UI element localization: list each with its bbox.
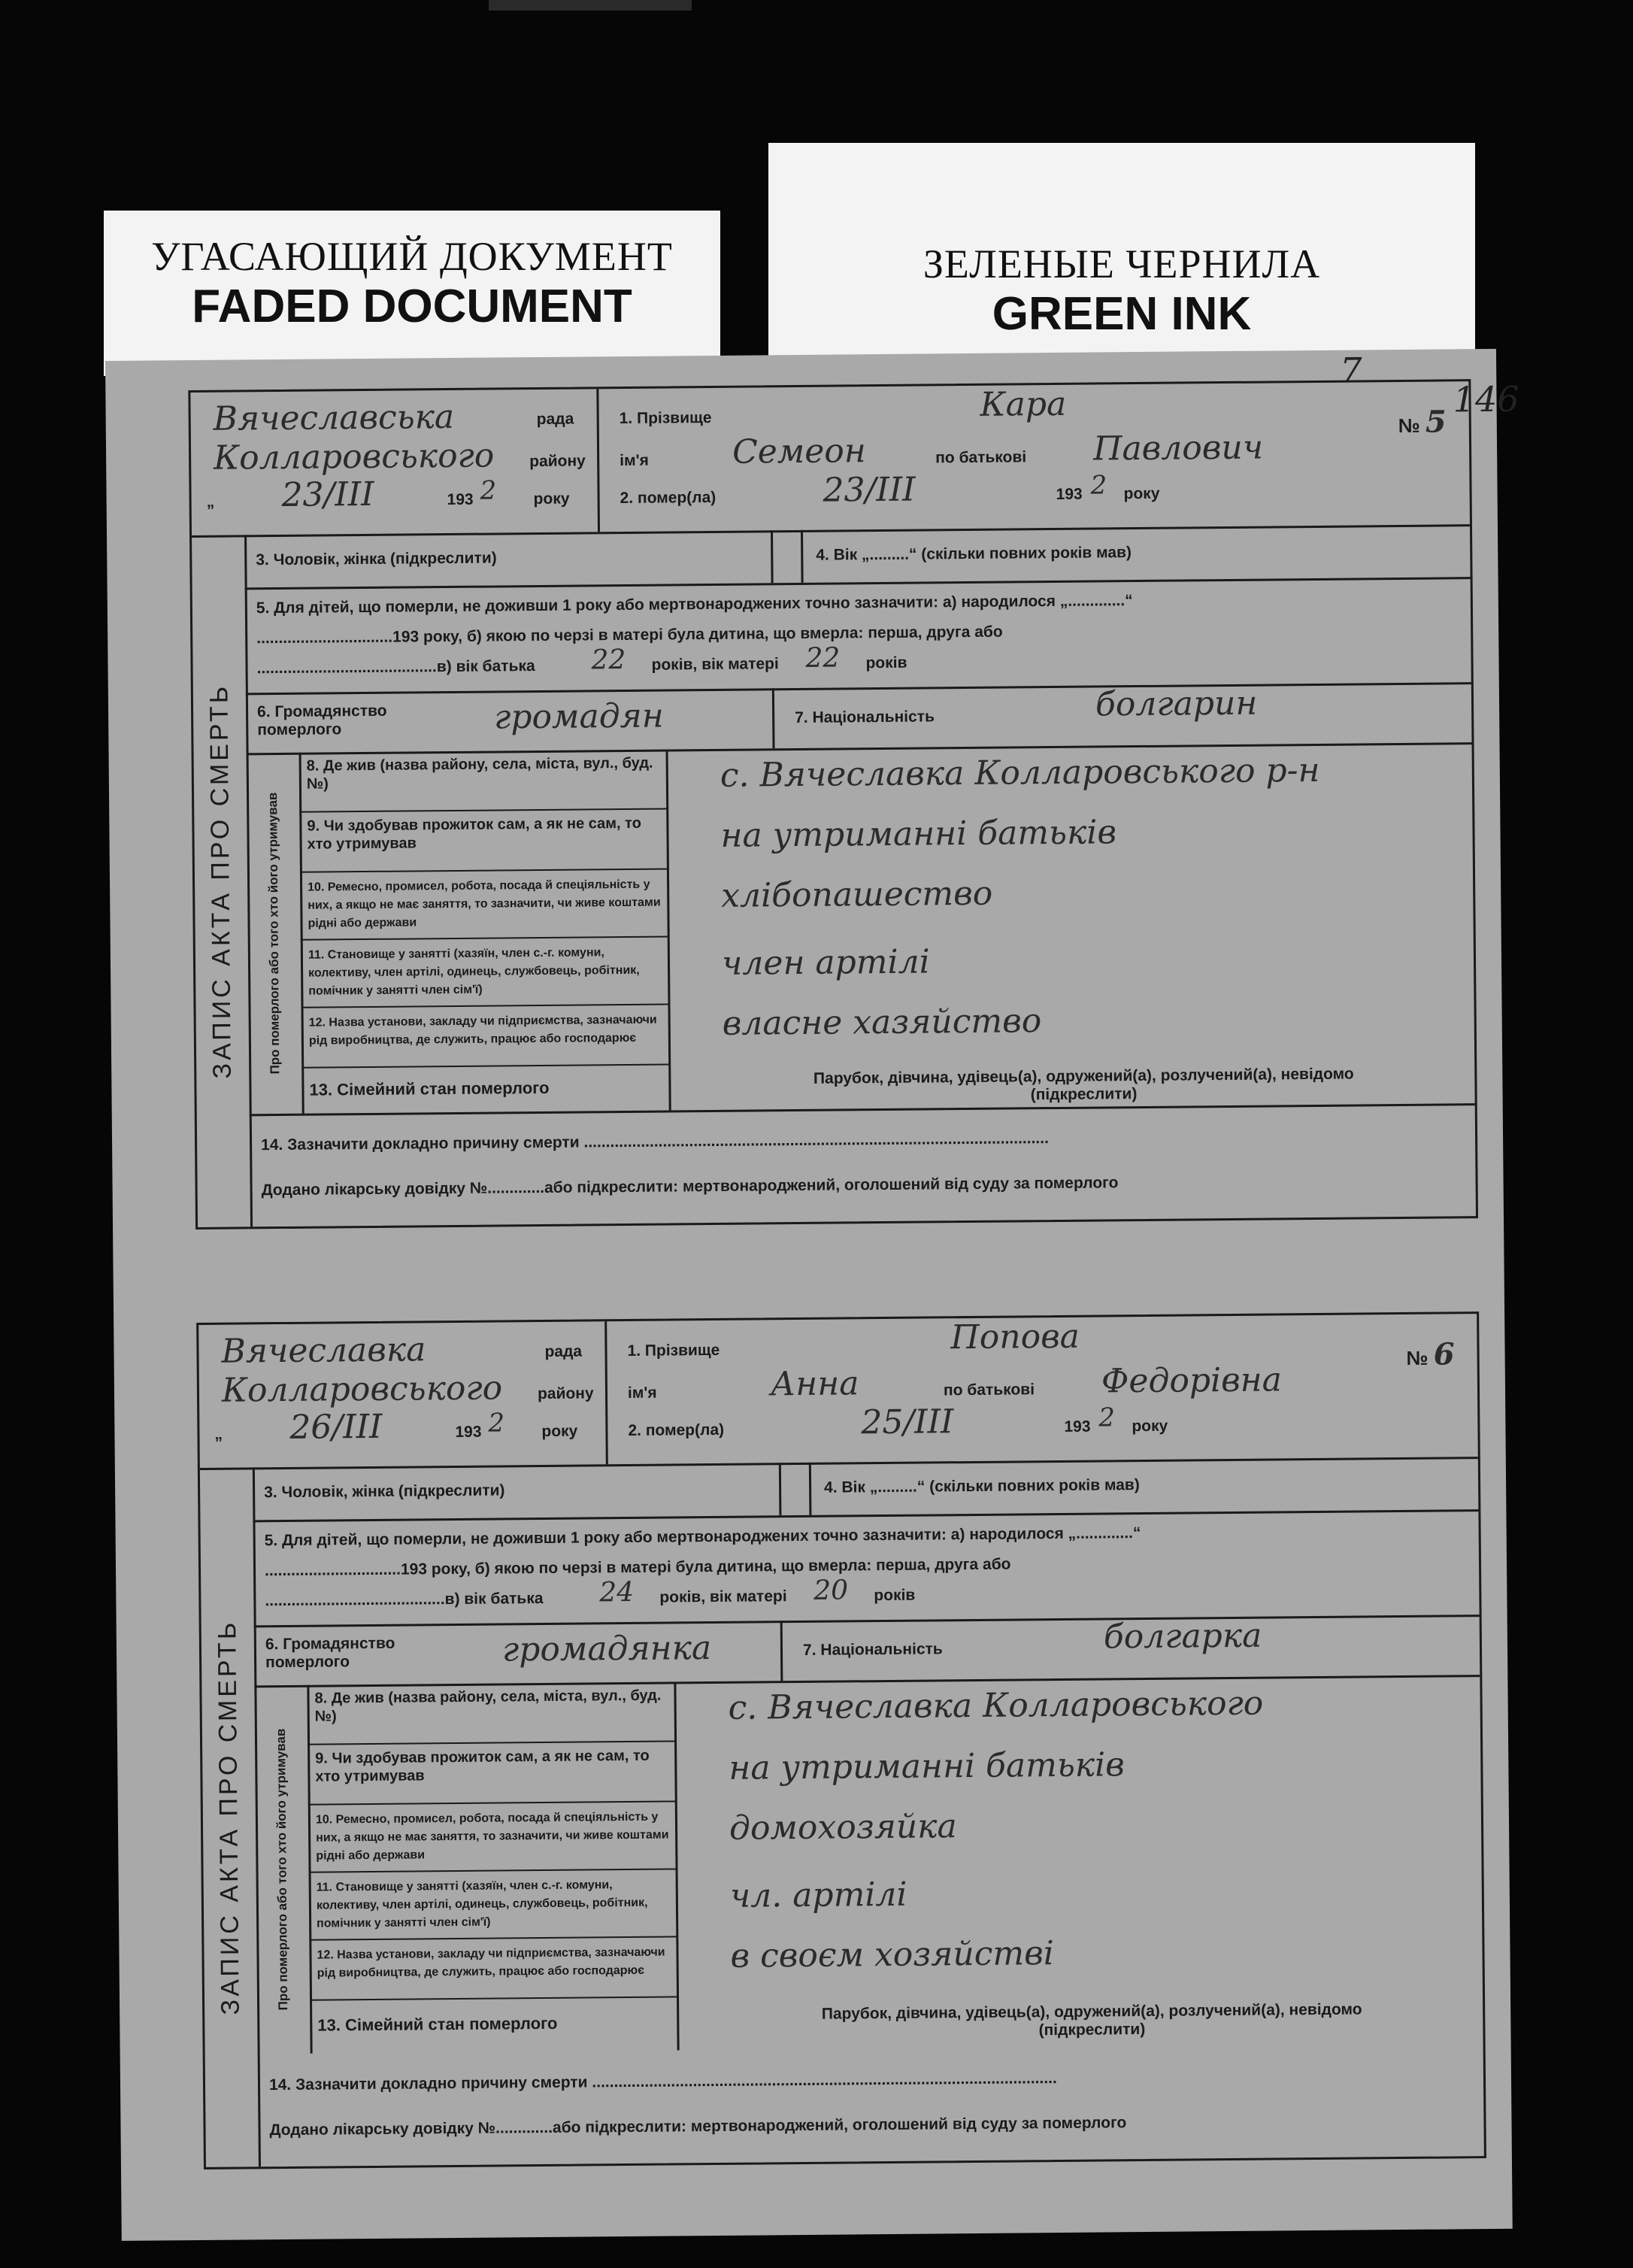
page-number-main: 146 bbox=[1453, 378, 1519, 420]
row-position bbox=[309, 1869, 678, 1940]
record-sidebar bbox=[192, 535, 253, 1227]
number-label: № bbox=[1406, 1346, 1428, 1369]
q5c-end: років bbox=[865, 653, 907, 672]
roku-label: року bbox=[541, 1422, 578, 1440]
row-children bbox=[245, 577, 1471, 695]
death-record-form-2 bbox=[196, 1311, 1486, 2169]
died-year: 2 bbox=[1090, 470, 1107, 501]
q3-label: 3. Чоловік, жінка (підкреслити) bbox=[264, 1481, 505, 1502]
q11-label: 11. Становище у занятті (хазяїн, член с.-г. комуни, колективу, член артілі, одинець, службовець, робітник, помічник у занятті член сім'ї) bbox=[316, 1878, 648, 1930]
q12-label: 12. Назва установи, закладу чи підприємства, зазначаючи рід виробництва, де служить, працює або господарює bbox=[308, 1013, 657, 1048]
date-open-quote: „ bbox=[206, 493, 215, 511]
occupation-value: хлібопашество bbox=[721, 874, 993, 915]
raion-label: району bbox=[537, 1384, 594, 1403]
registered-date: 23/III bbox=[281, 475, 374, 514]
died-roku-label: року bbox=[1132, 1417, 1168, 1436]
registered-year: 2 bbox=[480, 475, 497, 506]
institution-value: власне хазяйство bbox=[722, 1002, 1042, 1043]
year-prefix: 193 bbox=[455, 1423, 482, 1441]
died-year-prefix: 193 bbox=[1064, 1418, 1091, 1436]
name-label: ім'я bbox=[620, 451, 649, 470]
green-label-ru: ЗЕЛЕНЫЕ ЧЕРНИЛА bbox=[923, 241, 1321, 287]
mother-age: 20 bbox=[813, 1575, 849, 1606]
raion-value: Колларовського bbox=[213, 436, 495, 478]
q6-label: 6. Громадянство померлого bbox=[265, 1634, 395, 1672]
patronymic-label: по батькові bbox=[943, 1381, 1035, 1399]
sidebar-title: ЗАПИС АКТА ПРО СМЕРТЬ bbox=[213, 1619, 245, 2015]
row-marital bbox=[301, 1065, 671, 1113]
row-citizenship bbox=[254, 1615, 1480, 1687]
record-number: 6 bbox=[1433, 1336, 1455, 1372]
surname-value: Кара bbox=[980, 384, 1067, 424]
death-record-form-1 bbox=[188, 379, 1478, 1230]
q5c-label: .........................................в) вік батька bbox=[265, 1589, 544, 1610]
name-label: ім'я bbox=[627, 1384, 657, 1402]
q5a-label: 5. Для дітей, що померли, не доживши 1 року або мертвонароджених точно зазначити: а) народилося „.............“ bbox=[256, 592, 1133, 617]
q8-label: 8. Де жив (назва району, села, міста, вул., буд. №) bbox=[314, 1687, 662, 1725]
q15-label: Додано лікарську довідку №.............або підкреслити: мертвонароджений, оголошений від суду за померлого bbox=[261, 1174, 1119, 1199]
support-value: на утриманні батьків bbox=[720, 813, 1117, 855]
record-number: 5 bbox=[1425, 404, 1447, 440]
q14-label: 14. Зазначити докладно причину смерти .......................................................................................................... bbox=[261, 1129, 1049, 1154]
citizenship-value: громадянка bbox=[501, 1629, 712, 1669]
q12-label: 12. Назва установи, закладу чи підприємства, зазначаючи рід виробництва, де служить, працює або господарює bbox=[317, 1945, 665, 1980]
row-support bbox=[308, 1742, 677, 1805]
number-label: № bbox=[1398, 414, 1420, 437]
subsidebar-title: Про померлого або того хто його утримував bbox=[273, 1728, 291, 2011]
row-support bbox=[299, 809, 668, 872]
father-age: 24 bbox=[599, 1576, 635, 1609]
q5a-label: 5. Для дітей, що померли, не доживши 1 року або мертвонароджених точно зазначити: а) народилося „.............“ bbox=[264, 1524, 1141, 1550]
q13-label: 13. Сімейний стан померлого bbox=[317, 2013, 558, 2035]
registered-date: 26/III bbox=[289, 1407, 383, 1447]
faded-label-en: FADED DOCUMENT bbox=[192, 280, 632, 332]
q5c-end: років bbox=[874, 1586, 916, 1605]
rada-label: рада bbox=[536, 410, 574, 428]
died-label: 2. помер(ла) bbox=[628, 1421, 725, 1439]
rada-value: Вячеславка bbox=[221, 1330, 426, 1371]
residence-value: с. Вячеславка Колларовського bbox=[728, 1684, 1264, 1727]
row-children bbox=[253, 1509, 1479, 1627]
q6-label: 6. Громадянство померлого bbox=[256, 702, 387, 739]
name-value: Семеон bbox=[732, 432, 867, 471]
q7-label: 7. Національність bbox=[795, 708, 935, 727]
died-date: 23/III bbox=[823, 470, 916, 510]
q5c-label: .........................................в) вік батька bbox=[256, 657, 535, 678]
q8-label: 8. Де жив (назва району, села, міста, вул., буд. №) bbox=[306, 754, 653, 793]
row-marital bbox=[310, 1997, 679, 2053]
father-age: 22 bbox=[591, 644, 626, 676]
q14-label: 14. Зазначити докладно причину смерти .......................................................................................................... bbox=[268, 2069, 1057, 2094]
q10-label: 10. Ремесно, промисел, робота, посада й спеціяльність у них, а якщо не має заняття, то зазначити, чи живе коштами рідні або держави bbox=[315, 1810, 669, 1863]
row-occupation bbox=[308, 1802, 677, 1872]
died-roku-label: року bbox=[1123, 484, 1160, 503]
q9-label: 9. Чи здобував прожиток сам, а як не сам, то хто утримував bbox=[315, 1747, 650, 1785]
year-prefix: 193 bbox=[447, 490, 474, 509]
row-occupation bbox=[300, 869, 669, 940]
q4-label: 4. Вік „.........“ (скільки повних років мав) bbox=[824, 1476, 1140, 1496]
registered-year: 2 bbox=[488, 1408, 505, 1439]
green-ink-label bbox=[768, 143, 1475, 376]
row-residence bbox=[299, 749, 668, 812]
faded-label-ru: УГАСАЮЩИЙ ДОКУМЕНТ bbox=[151, 234, 673, 279]
green-label-en: GREEN INK bbox=[992, 288, 1252, 340]
rada-value: Вячеславська bbox=[213, 397, 455, 438]
row-institution bbox=[301, 1005, 671, 1068]
q13-label: 13. Сімейний стан померлого bbox=[309, 1078, 550, 1099]
row-position bbox=[301, 937, 670, 1008]
surname-label: 1. Прізвище bbox=[627, 1341, 720, 1360]
record-header bbox=[198, 1314, 1478, 1470]
died-year-prefix: 193 bbox=[1056, 485, 1083, 503]
q10-label: 10. Ремесно, промисел, робота, посада й спеціяльність у них, а якщо не має заняття, то зазначити, чи живе коштами рідні або держави bbox=[308, 878, 661, 930]
record-header bbox=[190, 381, 1470, 538]
patronymic-value: Павлович bbox=[1092, 428, 1264, 468]
row-residence bbox=[307, 1681, 676, 1745]
q7-label: 7. Національність bbox=[802, 1640, 943, 1659]
raion-label: району bbox=[529, 452, 586, 471]
subsidebar-title: Про померлого або того хто його утримував bbox=[265, 792, 283, 1075]
nationality-value: болгарка bbox=[1103, 1616, 1262, 1657]
occupation-value: домохозяйка bbox=[729, 1807, 957, 1848]
name-value: Анна bbox=[770, 1364, 859, 1404]
mother-age: 22 bbox=[805, 642, 841, 674]
position-value: член артілі bbox=[721, 942, 930, 983]
institution-value: в своєм хозяйстві bbox=[730, 1934, 1055, 1975]
faded-document-label bbox=[104, 211, 720, 376]
surname-label: 1. Прізвище bbox=[619, 408, 712, 428]
q13-options: Парубок, дівчина, удівець(а), одружений(а), розлучений(а), невідомо (підкреслити) bbox=[821, 2000, 1362, 2039]
q13-options: Парубок, дівчина, удівець(а), одружений(а), розлучений(а), невідомо (підкреслити) bbox=[813, 1065, 1354, 1104]
support-value: на утриманні батьків bbox=[729, 1745, 1125, 1787]
nationality-value: болгарин bbox=[1095, 684, 1258, 724]
surname-value: Попова bbox=[950, 1317, 1080, 1357]
patronymic-value: Федорівна bbox=[1101, 1360, 1283, 1401]
q5c-mid: років, вік матері bbox=[659, 1587, 787, 1606]
record-body bbox=[200, 1457, 1484, 2167]
patronymic-label: по батькові bbox=[935, 448, 1027, 467]
citizenship-value: громадян bbox=[493, 696, 664, 737]
record-sidebar bbox=[200, 1467, 261, 2167]
q4-label: 4. Вік „.........“ (скільки повних років мав) bbox=[816, 544, 1132, 564]
q5c-mid: років, вік матері bbox=[651, 655, 779, 674]
page-number-top: 7 bbox=[1340, 350, 1362, 391]
raion-value: Колларовського bbox=[221, 1369, 503, 1410]
sidebar-title: ЗАПИС АКТА ПРО СМЕРТЬ bbox=[205, 683, 237, 1079]
q5b-label: ...............................193 року, б) якою по черзі в матері була дитина, що вмерла: перша, друга або bbox=[256, 623, 1003, 647]
row-citizenship bbox=[246, 682, 1472, 755]
died-date: 25/III bbox=[861, 1402, 954, 1442]
position-value: чл. артілі bbox=[729, 1875, 907, 1915]
died-year: 2 bbox=[1098, 1402, 1116, 1433]
q5b-label: ...............................193 року, б) якою по черзі в матері була дитина, що вмерла: перша, друга або bbox=[264, 1555, 1011, 1580]
film-edge-mark bbox=[489, 0, 692, 11]
q11-label: 11. Становище у занятті (хазяїн, член с.-г. комуни, колективу, член артілі, одинець, службовець, робітник, помічник у занятті член сім'ї) bbox=[308, 946, 640, 998]
row-institution bbox=[309, 1937, 678, 2000]
document-page bbox=[105, 349, 1519, 2241]
q15-label: Додано лікарську довідку №.............або підкреслити: мертвонароджений, оголошений від суду за померлого bbox=[269, 2114, 1127, 2139]
record-body bbox=[192, 524, 1476, 1227]
subsidebar bbox=[254, 1685, 312, 2054]
rada-label: рада bbox=[544, 1342, 583, 1360]
date-open-quote: „ bbox=[214, 1425, 223, 1443]
q9-label: 9. Чи здобував прожиток сам, а як не сам, то хто утримував bbox=[307, 814, 641, 853]
q3-label: 3. Чоловік, жінка (підкреслити) bbox=[256, 549, 497, 569]
roku-label: року bbox=[533, 490, 570, 508]
subsidebar bbox=[247, 753, 304, 1114]
residence-value: с. Вячеславка Колларовського р-н bbox=[720, 750, 1320, 795]
died-label: 2. помер(ла) bbox=[620, 488, 717, 508]
